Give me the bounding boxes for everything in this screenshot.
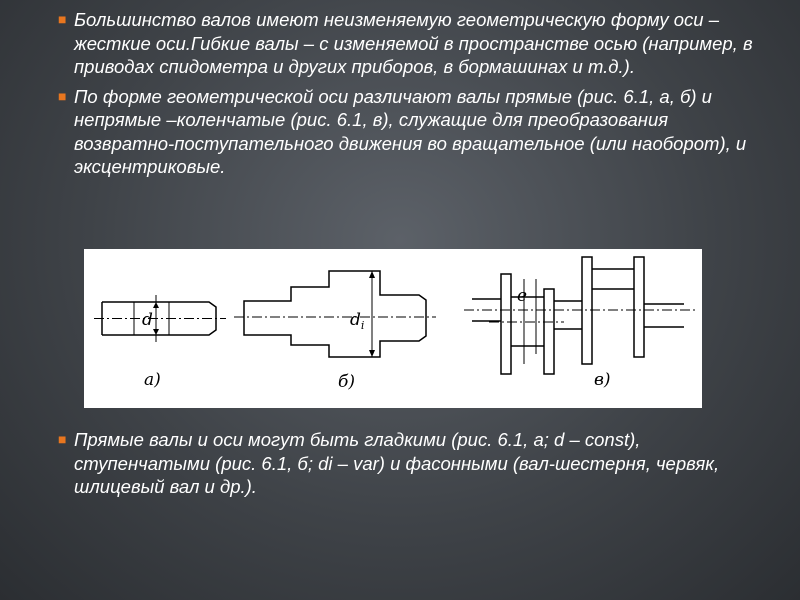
shaft-a-drawing <box>94 295 226 342</box>
bullet-item <box>58 8 758 79</box>
dim-label-b: $d_i$ <box>350 310 365 332</box>
bullet-item <box>58 85 758 179</box>
figure-label-a: а) <box>144 370 161 390</box>
bullet-marker-icon: ■ <box>58 11 67 27</box>
bullet-marker-icon: ■ <box>58 87 67 104</box>
bullet-text: Прямые валы и оси могут быть гладкими (рис. 6.1, а; d – const), ступенчатыми (рис. 6.1, б; di – var) и фасонными (вал-шестерня, червяк, шлицевый вал и др.). <box>74 429 720 497</box>
dim-label-a: d <box>142 310 153 330</box>
bottom-bullet-list <box>58 428 758 505</box>
figure-label-c: в) <box>594 370 611 390</box>
top-bullet-list <box>58 8 758 185</box>
dim-label-c: e <box>517 286 528 306</box>
figure-label-b: б) <box>338 372 356 392</box>
bullet-item <box>58 428 758 499</box>
shaft-c-drawing <box>464 257 696 374</box>
bullet-text: Большинство валов имеют неизменяемую геометрическую форму оси – жесткие оси.Гибкие валы – с изменяемой в пространстве осью (например, в приводах спидометра и других приборов, в бормашинах и т.д.). <box>74 9 753 77</box>
shaft-b-drawing <box>234 271 436 357</box>
bullet-marker-icon: ■ <box>58 431 67 447</box>
shaft-figure <box>84 249 702 408</box>
bullet-text: По форме геометрической оси различают валы прямые (рис. 6.1, а, б) и непрямые –коленчатые (рис. 6.1, в), служащие для преобразования возвратно-поступательного движения во вращательное (или наоборот), и эксцентриковые. <box>74 85 747 177</box>
